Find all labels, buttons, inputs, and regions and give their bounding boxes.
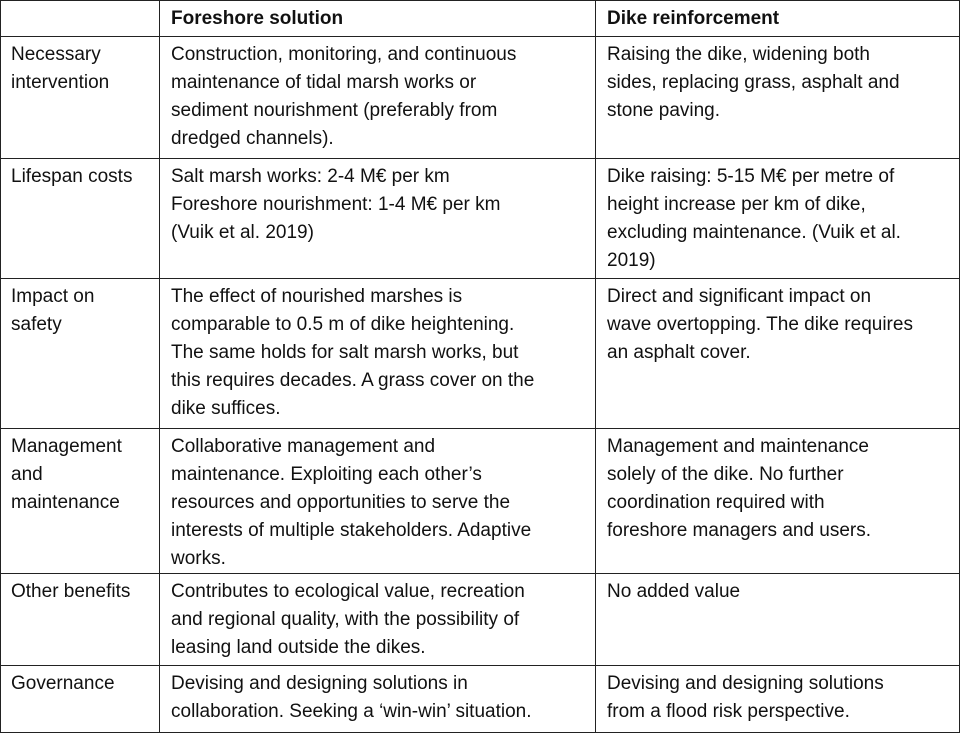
row-label: Necessary intervention xyxy=(1,37,160,159)
row-label: Lifespan costs xyxy=(1,159,160,279)
dike-cell: Raising the dike, widening both sides, replacing grass, asphalt and stone paving. xyxy=(596,37,960,159)
row-label: Impact on safety xyxy=(1,279,160,429)
table-row xyxy=(1,666,960,733)
foreshore-cell: Devising and designing solutions in collaboration. Seeking a ‘win-win’ situation. xyxy=(160,666,596,733)
table-row xyxy=(1,429,960,574)
header-foreshore-solution: Foreshore solution xyxy=(160,1,596,37)
header-corner-cell xyxy=(1,1,160,37)
foreshore-cell: Collaborative management and maintenance. Exploiting each other’s resources and opportunities to serve the interests of multiple stakeholders. Adaptive works. xyxy=(160,429,596,574)
table-row xyxy=(1,279,960,429)
row-label: Governance xyxy=(1,666,160,733)
row-label: Other benefits xyxy=(1,574,160,666)
table-row xyxy=(1,159,960,279)
header-dike-reinforcement: Dike reinforcement xyxy=(596,1,960,37)
foreshore-cell: Salt marsh works: 2-4 M€ per km Foreshore nourishment: 1-4 M€ per km (Vuik et al. 2019) xyxy=(160,159,596,279)
dike-cell: Devising and designing solutions from a flood risk perspective. xyxy=(596,666,960,733)
dike-cell: Dike raising: 5-15 M€ per metre of height increase per km of dike, excluding maintenance. (Vuik et al. 2019) xyxy=(596,159,960,279)
foreshore-cell: Contributes to ecological value, recreation and regional quality, with the possibility of leasing land outside the dikes. xyxy=(160,574,596,666)
table-row xyxy=(1,574,960,666)
dike-cell: Direct and significant impact on wave overtopping. The dike requires an asphalt cover. xyxy=(596,279,960,429)
foreshore-cell: The effect of nourished marshes is comparable to 0.5 m of dike heightening. The same holds for salt marsh works, but this requires decades. A grass cover on the dike suffices. xyxy=(160,279,596,429)
table-row xyxy=(1,37,960,159)
row-label: Management and maintenance xyxy=(1,429,160,574)
foreshore-cell: Construction, monitoring, and continuous maintenance of tidal marsh works or sediment nourishment (preferably from dredged channels). xyxy=(160,37,596,159)
dike-cell: No added value xyxy=(596,574,960,666)
dike-cell: Management and maintenance solely of the dike. No further coordination required with foreshore managers and users. xyxy=(596,429,960,574)
header-row xyxy=(1,1,960,37)
